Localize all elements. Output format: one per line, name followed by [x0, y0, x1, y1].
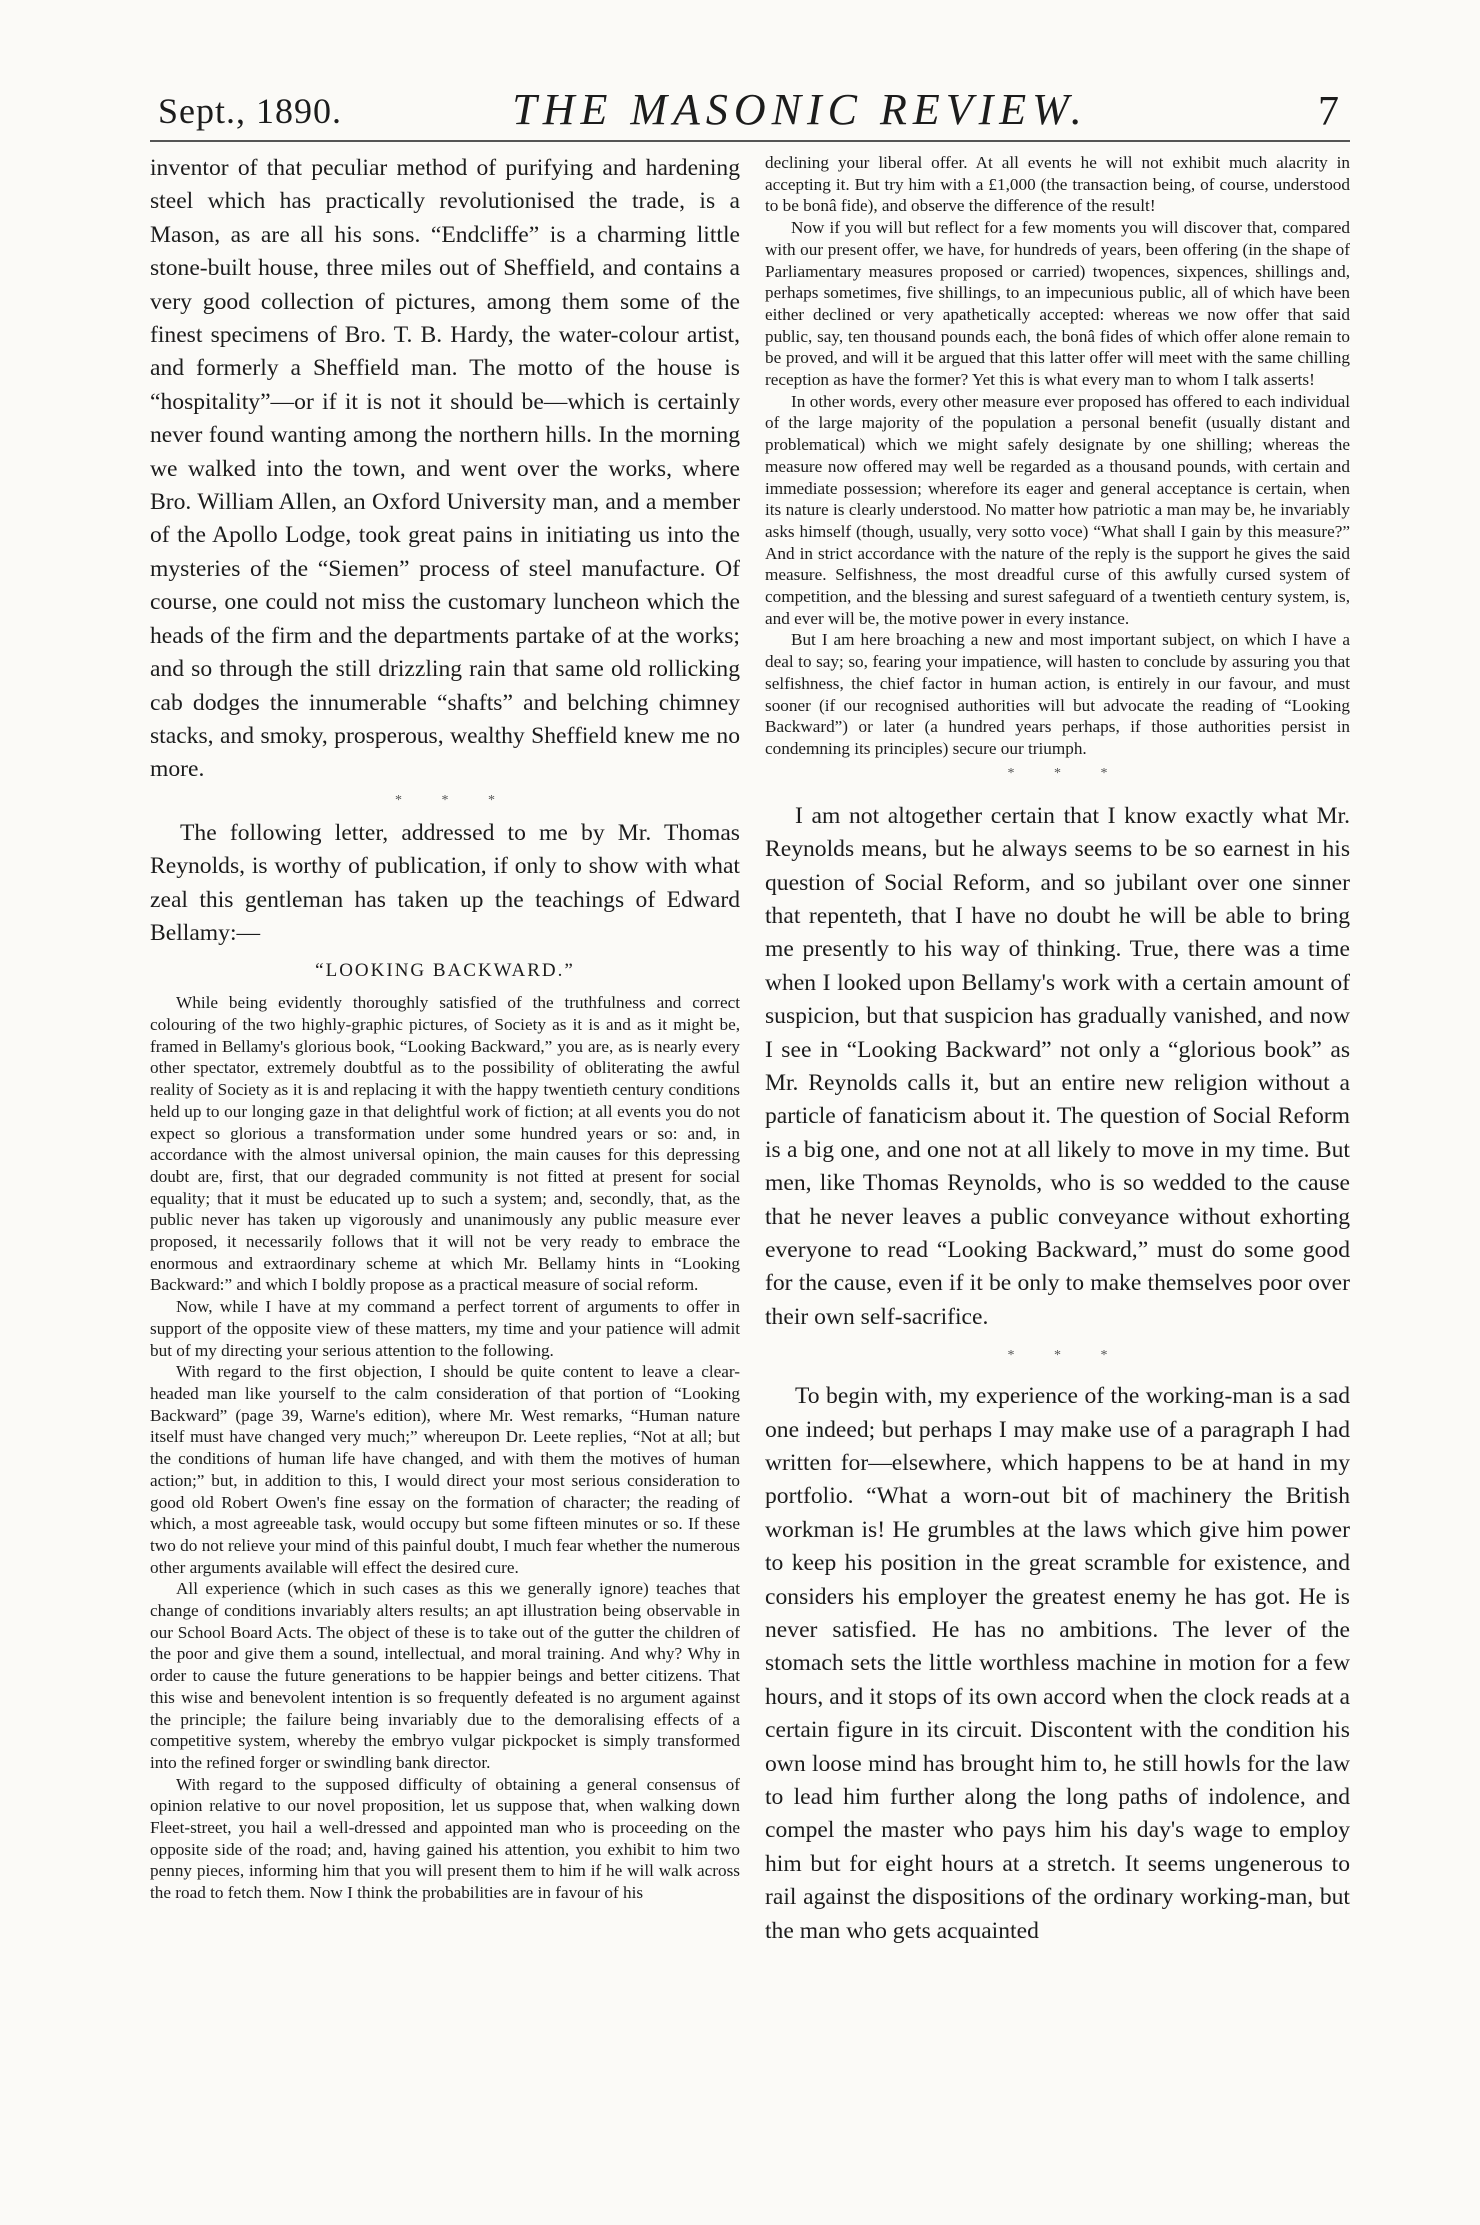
left-column	[150, 152, 740, 2182]
letter-paragraph: Now, while I have at my command a perfect torrent of arguments to offer in support of the opposite view of these matters, my time and your patience will admit but of my directing your serious attention to the following.	[150, 1297, 740, 1360]
article-paragraph: I am not altogether certain that I know exactly what Mr. Reynolds means, but he always seems to be so earnest in his question of Social Reform, and so jubilant over one sinner that repenteth, that I have no doubt he will be able to bring me presently to his way of thinking. True, there was a time when I looked upon Bellamy's work with a certain amount of suspicion, but that suspicion has gradually vanished, and now I see in “Looking Backward” not only a “glorious book” as Mr. Reynolds calls it, but an entire new religion without a particle of fanaticism about it. The question of Social Reform is a big one, and one not at all likely to move in my time. But men, like Thomas Reynolds, who is so wedded to the cause that he never leaves a public conveyance without exhorting everyone to read “Looking Backward,” must do some good for the cause, even if it be only to make themselves poor over their own self-sacrifice.	[765, 802, 1350, 1330]
letter-heading: “LOOKING BACKWARD.”	[315, 960, 575, 982]
letter-paragraph: With regard to the supposed difficulty of obtaining a general consensus of opinion relative to our novel proposition, let us suppose that, when walking down Fleet-street, you hail a well-dressed and appointed man who is proceeding on the opposite side of the road; and, having gained his attention, you exhibit to him two penny pieces, informing him that you will present them to him if he will walk across the road to fetch them. Now I think the probabilities are in favour of his	[150, 1774, 740, 1903]
section-divider: * * *	[1007, 765, 1126, 781]
journal-title: THE MASONIC REVIEW.	[512, 85, 1088, 134]
article-paragraph: To begin with, my experience of the working-man is a sad one indeed; but perhaps I may make use of a paragraph I had written for—elsewhere, which happens to be at hand in my portfolio. “What a worn-out bit of machinery the British workman is! He grumbles at the laws which give him power to keep his position in the great scramble for existence, and considers his employer the greatest enemy he has got. He is never satisfied. He has no ambitions. The lever of the stomach sets the little worthless machine in motion for a few hours, and it stops of its own accord when the clock reads at a certain figure in its circuit. Discontent with the condition his own loose mind has brought him to, he still howls for the law to lead him further along the long paths of indolence, and compel the master who pays him his day's wage to employ him but for eight hours at a stretch. It seems ungenerous to rail against the dispositions of the ordinary working-man, but the man who gets acquainted	[765, 1383, 1350, 1944]
right-column	[765, 152, 1350, 2182]
section-divider: * * *	[395, 792, 513, 808]
article-paragraph: inventor of that peculiar method of purifying and hardening steel which has practically revolutionised the trade, is a Mason, as are all his sons. “Endcliffe” is a charming little stone-built house, three miles out of Sheffield, and contains a very good collection of pictures, among them some of the finest specimens of Bro. T. B. Hardy, the water-colour artist, and formerly a Sheffield man. The motto of the house is “hospitality”—or if it is not it should be—which is certainly never found wanting among the northern hills. In the morning we walked into the town, and went over the works, where Bro. William Allen, an Oxford University man, and a member of the Apollo Lodge, took great pains in initiating us into the mysteries of the “Siemen” process of steel manufacture. Of course, one could not miss the customary luncheon which the heads of the firm and the departments partake of at the works; and so through the still drizzling rain that same old rollicking cab dodges the innumerable “shafts” and belching chimney stacks, and smoky, prosperous, wealthy Sheffield knew me no more.	[150, 155, 740, 783]
page-number: 7	[1318, 89, 1339, 135]
letter-paragraph: With regard to the first objection, I should be quite content to leave a clear-headed man like yourself to the calm consideration of that portion of “Looking Backward” (page 39, Warne's edition), where Mr. West remarks, “Human nature itself must have changed very much;” whereupon Dr. Leete replies, “Not at all; but the conditions of human life have changed, and with them the motives of human action;” but, in addition to this, I would direct your most serious consideration to good old Robert Owen's fine essay on the formation of character; the reading of which, a most agreeable task, would occupy but some fifteen minutes or so. If these two do not relieve your mind of this painful doubt, I much fear whether the numerous other arguments available will effect the desired cure.	[150, 1362, 740, 1577]
issue-date: Sept., 1890.	[158, 91, 343, 131]
letter-paragraph: While being evidently thoroughly satisfied of the truthfulness and correct colouring of the two highly-graphic pictures, of Society as it is and as it might be, framed in Bellamy's glorious book, “Looking Backward,” you are, as is nearly every other spectator, extremely doubtful as to the possibility of obliterating the awful reality of Society as it is and replacing it with the happy twentieth century conditions held up to our longing gaze in that delightful work of fiction; at all events you do not expect so glorious a transformation under some hundred years or so: and, in accordance with the almost universal opinion, the main causes for this depressing doubt are, first, that our degraded community is not fitted at present for social equality; that it must be educated up to such a system; and, secondly, that, as the public never has taken up vigorously and unanimously any public measure ever proposed, it necessarily follows that it will not be very ready to embrace the enormous and extraordinary scheme at which Mr. Bellamy hints in “Looking Backward:” and which I boldly propose as a practical measure of social reform.	[150, 993, 740, 1295]
letter-paragraph: declining your liberal offer. At all events he will not exhibit much alacrity in accepting it. But try him with a £1,000 (the transaction being, of course, understood to be bonâ fide), and observe the difference of the result!	[765, 153, 1350, 216]
section-divider: * * *	[1007, 1348, 1126, 1364]
page-header	[0, 0, 1480, 140]
letter-paragraph: All experience (which in such cases as this we generally ignore) teaches that change of conditions invariably alters results; an apt illustration being observable in our School Board Acts. The object of these is to take out of the gutter the children of the poor and give them a sound, intellectual, and moral training. And why? Why in order to cause the future generations to be happier beings and better citizens. That this wise and benevolent intention is so frequently defeated is no argument against the principle; the failure being invariably due to the demoralising effects of a competitive system, whereby the embryo vulgar pickpocket is simply transformed into the refined forger or swindling bank director.	[150, 1579, 740, 1772]
article-paragraph: The following letter, addressed to me by Mr. Thomas Reynolds, is worthy of publication, if only to show with what zeal this gentleman has taken up the teachings of Edward Bellamy:—	[150, 819, 740, 946]
letter-paragraph: But I am here broaching a new and most important subject, on which I have a deal to say; so, fearing your impatience, will hasten to conclude by assuring you that selfishness, the chief factor in human action, is entirely in our favour, and must sooner (if our recognised authorities will but advocate the reading of “Looking Backward”) or later (a hundred years perhaps, if those authorities persist in condemning its principles) secure our triumph.	[765, 630, 1350, 758]
letter-paragraph: In other words, every other measure ever proposed has offered to each individual of the large majority of the population a personal benefit (usually distant and problematical) which we might safely designate by one shilling; whereas the measure now offered may well be regarded as a thousand pounds, with certain and immediate possession; wherefore its eager and general acceptance is certain, when its nature is clearly understood. No matter how patriotic a man may be, he invariably asks himself (though, usually, very sotto voce) “What shall I gain by this measure?” And in strict accordance with the nature of the reply is the support he gives the said measure. Selfishness, the most dreadful curse of this awfully cursed system of competition, and the blessing and surest safeguard of a twentieth century system, is, and ever will be, the motive power in every instance.	[765, 391, 1350, 628]
header-rule	[150, 140, 1350, 142]
letter-paragraph: Now if you will but reflect for a few moments you will discover that, compared with our present offer, we have, for hundreds of years, been offering (in the shape of Parliamentary measures proposed or carried) twopences, sixpences, shillings and, perhaps sometimes, five shillings, to an impecunious public, all of which have been either declined or very apathetically accepted: whereas we now offer that said public, say, ten thousand pounds each, the bonâ fides of which offer alone remain to be proved, and will it be argued that this latter offer will meet with the same chilling reception as have the former? Yet this is what every man to whom I talk asserts!	[765, 218, 1350, 390]
